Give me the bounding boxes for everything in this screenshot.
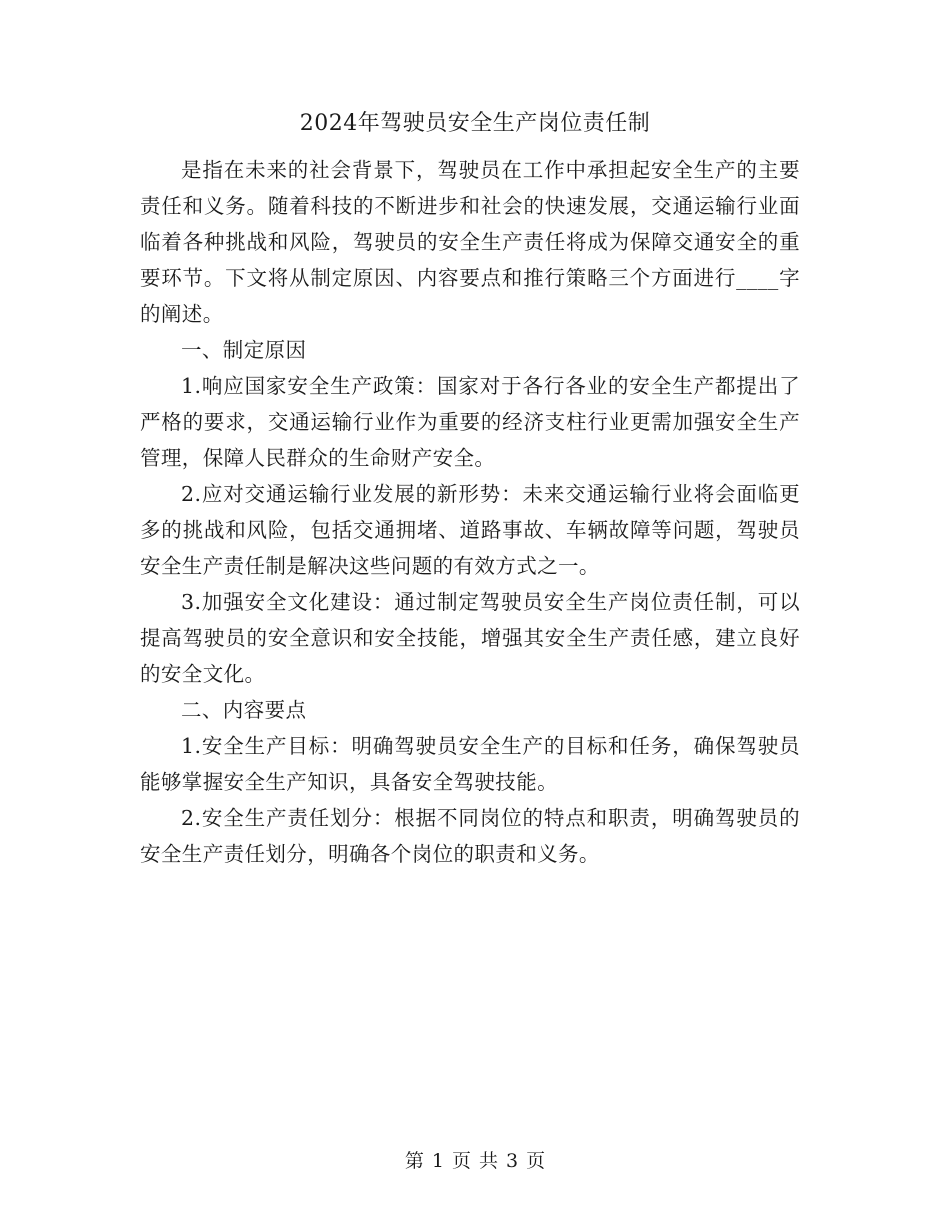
reason-item-3: 3.加强安全文化建设：通过制定驾驶员安全生产岗位责任制，可以提高驾驶员的安全意识和安全技能，增强其安全生产责任感，建立良好的安全文化。 bbox=[140, 590, 800, 686]
reason-item-1: 1.响应国家安全生产政策：国家对于各行各业的安全生产都提出了严格的要求，交通运输行业作为重要的经济支柱行业更需加强安全生产管理，保障人民群众的生命财产安全。 bbox=[140, 374, 800, 470]
section-heading-reasons: 一、制定原因 bbox=[181, 338, 307, 362]
page-number: 第 1 页 共 3 页 bbox=[404, 1150, 546, 1172]
document-body bbox=[140, 152, 800, 872]
intro-paragraph: 是指在未来的社会背景下，驾驶员在工作中承担起安全生产的主要责任和义务。随着科技的不断进步和社会的快速发展，交通运输行业面临着各种挑战和风险，驾驶员的安全生产责任将成为保障交通安全的重要环节。下文将从制定原因、内容要点和推行策略三个方面进行____字的阐述。 bbox=[140, 158, 800, 326]
reason-item-2: 2.应对交通运输行业发展的新形势：未来交通运输行业将会面临更多的挑战和风险，包括交通拥堵、道路事故、车辆故障等问题，驾驶员安全生产责任制是解决这些问题的有效方式之一。 bbox=[140, 482, 800, 578]
content-item-2: 2.安全生产责任划分：根据不同岗位的特点和职责，明确驾驶员的安全生产责任划分，明确各个岗位的职责和义务。 bbox=[140, 806, 800, 866]
document-title: 2024年驾驶员安全生产岗位责任制 bbox=[299, 111, 651, 136]
section-heading-content: 二、内容要点 bbox=[181, 698, 307, 722]
content-item-1: 1.安全生产目标：明确驾驶员安全生产的目标和任务，确保驾驶员能够掌握安全生产知识，具备安全驾驶技能。 bbox=[140, 734, 800, 794]
